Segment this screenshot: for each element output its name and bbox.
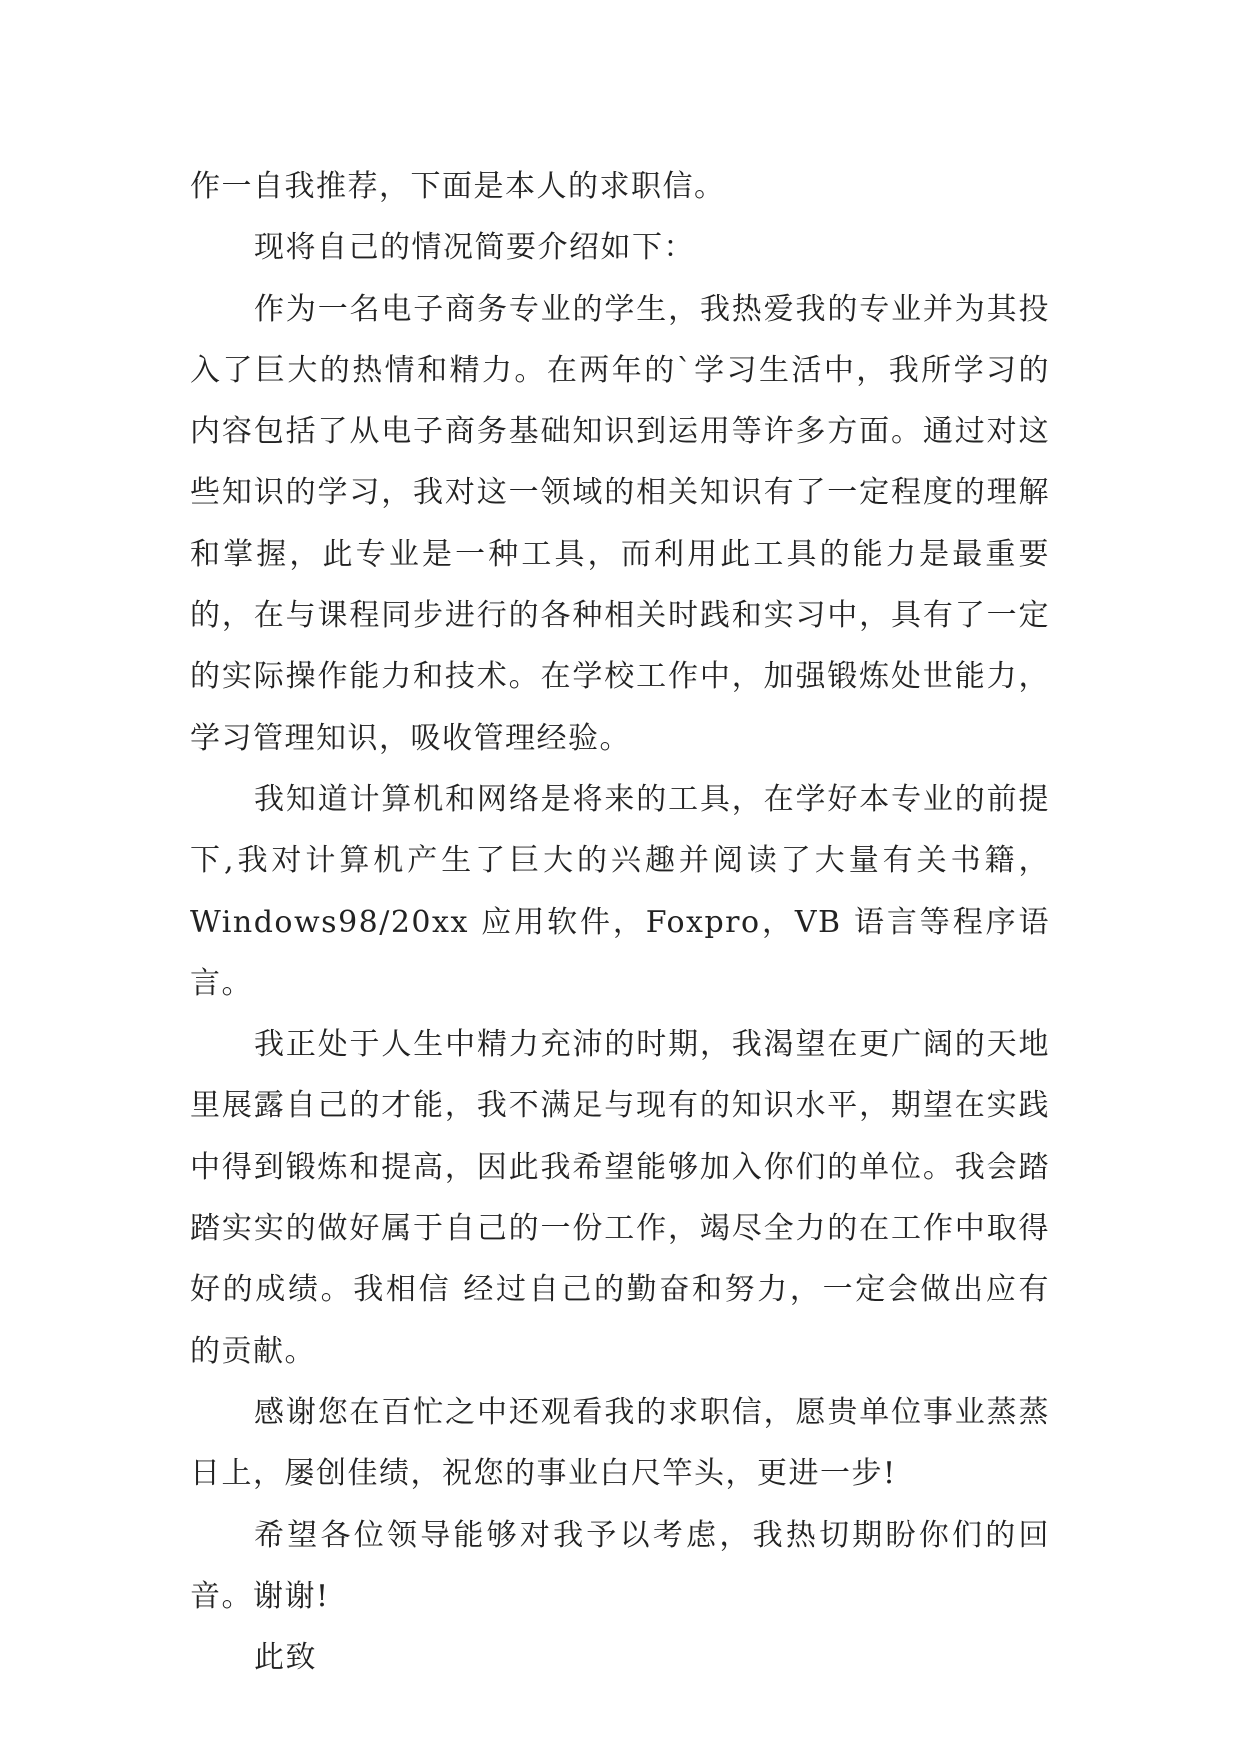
paragraph-introduction: 现将自己的情况简要介绍如下： [254,230,695,266]
paragraph-intro-continuation: 作一自我推荐，下面是本人的求职信。 [190,169,726,204]
paragraph-thanks: 感谢您在百忙之中还观看我的求职信，愿贵单位事业蒸蒸日上，屡创佳绩，祝您的事业白尺竿头，更进一步! [190,1394,1050,1492]
paragraph-hope: 希望各位领导能够对我予以考虑，我热切期盼你们的回音。谢谢! [190,1517,1050,1614]
paragraph-computer-skills: 我知道计算机和网络是将来的工具，在学好本专业的前提下,我对计算机产生了巨大的兴趣并阅读了大量有关书籍，Windows98/20xx 应用软件，Foxpro，VB 语言等程序语言。 [190,781,1050,1001]
closing-salutation: 此致 [254,1640,317,1676]
paragraph-major: 作为一名电子商务专业的学生，我热爱我的专业并为其投入了巨大的热情和精力。在两年的`学习生活中，我所学习的内容包括了从电子商务基础知识到运用等许多方面。通过对这些知识的学习，我对这一领域的相关知识有了一定程度的理解和掌握，此专业是一种工具，而利用此工具的能力是最重要的，在与课程同步进行的各种相关时践和实习中，具有了一定的实际操作能力和技术。在学校工作中，加强锻炼处世能力，学习管理知识，吸收管理经验。 [190,291,1050,756]
paragraph-aspiration: 我正处于人生中精力充沛的时期，我渴望在更广阔的天地里展露自己的才能，我不满足与现有的知识水平，期望在实践中得到锻炼和提高，因此我希望能够加入你们的单位。我会踏踏实实的做好属于自己的一份工作，竭尽全力的在工作中取得好的成绩。我相信 经过自己的勤奋和努力，一定会做出应有的贡献。 [190,1027,1050,1369]
letter-body [190,156,1050,1688]
